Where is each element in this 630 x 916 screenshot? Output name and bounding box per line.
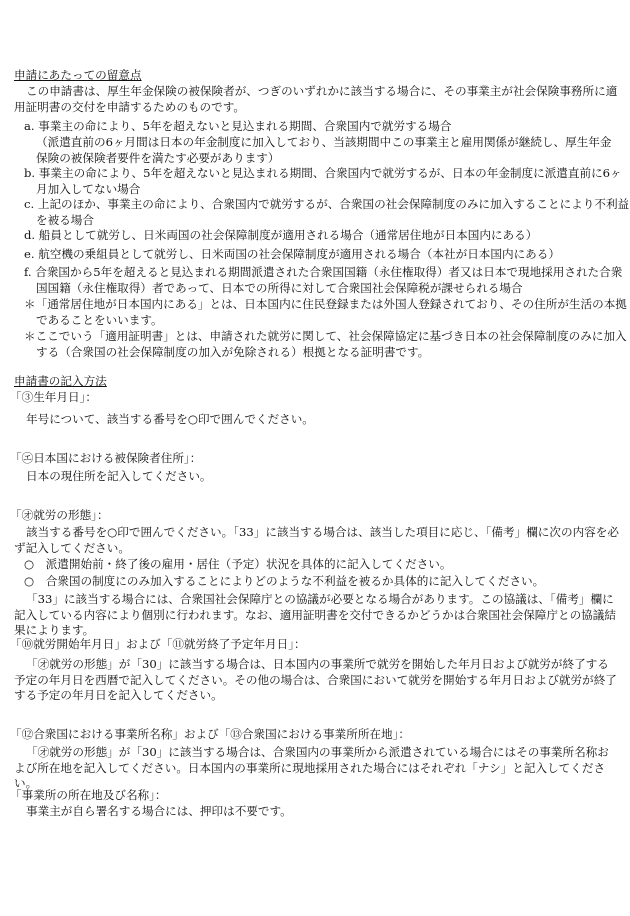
notes-intro: この申請書は、厚生年金保険の被保険者が、つぎのいずれかに該当する場合に、その事業主が社会保険事務所に適用証明書の交付を申請するためのものです。 (14, 84, 618, 114)
method-heading: 申請書の記入方法 (14, 374, 107, 388)
notes-heading: 申請にあたっての留意点 (14, 68, 142, 82)
item-d: d. 船員として就労し、日米両国の社会保障制度が適用される場合（通常居住地が日本国内にある） (24, 228, 538, 242)
item-a-note: （派遣直前の6ヶ月間は日本の年金制度に加入しており、当該期間中この事業主と雇用関係が継続し、厚生年金保険の被保険者要件を満たす必要があります） (36, 135, 612, 165)
item-a: a. 事業主の命により、5年を超えないと見込まれる期間、合衆国内で就労する場合 (24, 119, 452, 133)
work-bullet-2: ○ 合衆国の制度にのみ加入することによりどのような不利益を被るか具体的に記入してください。 (24, 574, 545, 588)
asterisk-note-2: ＊ここでいう「適用証明書」とは、申請された就労に関して、社会保障協定に基づき日本の社会保障制度のみに加入する（合衆国の社会保障制度の加入が免除される）根拠となる証明書です。 (24, 329, 627, 359)
birth-text: 年号について、該当する番号を○印で囲んでください。 (26, 412, 314, 426)
asterisk-note-1: ＊「通常居住地が日本国内にある」とは、日本国内に住民登録または外国人登録されており、その住所が生活の本拠であることをいいます。 (24, 297, 627, 327)
employer-label: 「事業所の所在地及び名称」： (10, 788, 167, 802)
birth-label: 「③生年月日」： (10, 390, 97, 404)
dates-text: 「㋔就労の形態」が「30」に該当する場合は、日本国内の事業所で就労を開始した年月日および就労が終了する予定の年月日を西暦で記入してください。その他の場合は、合衆国において就労を開始する年月日および就労が終了する予定の年月日を記入してください。 (14, 657, 617, 702)
item-c: c. 上記のほか、事業主の命により、合衆国内で就労するが、合衆国の社会保障制度のみに加入することにより不利益を被る場合 (24, 197, 630, 227)
work-text: 該当する番号を○印で囲んでください。「33」に該当する場合は、該当した項目に応じ、「備考」欄に次の内容を必ず記入してください。 (14, 525, 619, 555)
office-label: 「⑫合衆国における事業所名称」および「⑬合衆国における事業所所在地」： (10, 727, 410, 741)
item-e: e. 航空機の乗組員として就労し、日米両国の社会保障制度が適用される場合（本社が日本国内にある） (24, 247, 560, 261)
work-label: 「㋔就労の形態」： (10, 508, 109, 522)
employer-text: 事業主が自ら署名する場合には、押印は不要です。 (26, 804, 292, 818)
office-text: 「㋔就労の形態」が「30」に該当する場合は、合衆国内の事業所から派遣されている場合にはその事業所名称および所在地を記入してください。日本国内の事業所に現地採用された場合にはそれぞれ「ナシ」と記入してください。 (14, 745, 609, 790)
dates-label: 「⑩就労開始年月日」および「⑪就労終了予定年月日」： (10, 637, 306, 651)
item-f: f. 合衆国から5年を超えると見込まれる期間派遣された合衆国国籍（永住権取得）者又は日本で現地採用された合衆国国籍（永住権取得）者であって、日本での所得に対して合衆国社会保障税が課せられる場合 (24, 265, 623, 295)
item-b: b. 事業主の命により、5年を超えないと見込まれる期間、合衆国内で就労するが、日本の年金制度に派遣直前に6ヶ月加入してない場合 (24, 166, 622, 196)
work-bullet-1: ○ 派遣開始前・終了後の雇用・居住（予定）状況を具体的に記入してください。 (24, 557, 452, 571)
address-text: 日本の現住所を記入してください。 (26, 469, 212, 483)
work-text-2: 「33」に該当する場合には、合衆国社会保障庁との協議が必要となる場合があります。この協議は、「備考」欄に記入している内容により個別に行われます。なお、適用証明書を交付できるかどうかは合衆国社会保障庁との協議結果によります。 (14, 592, 616, 637)
address-label: 「㋓日本国における被保険者住所」： (10, 451, 202, 465)
